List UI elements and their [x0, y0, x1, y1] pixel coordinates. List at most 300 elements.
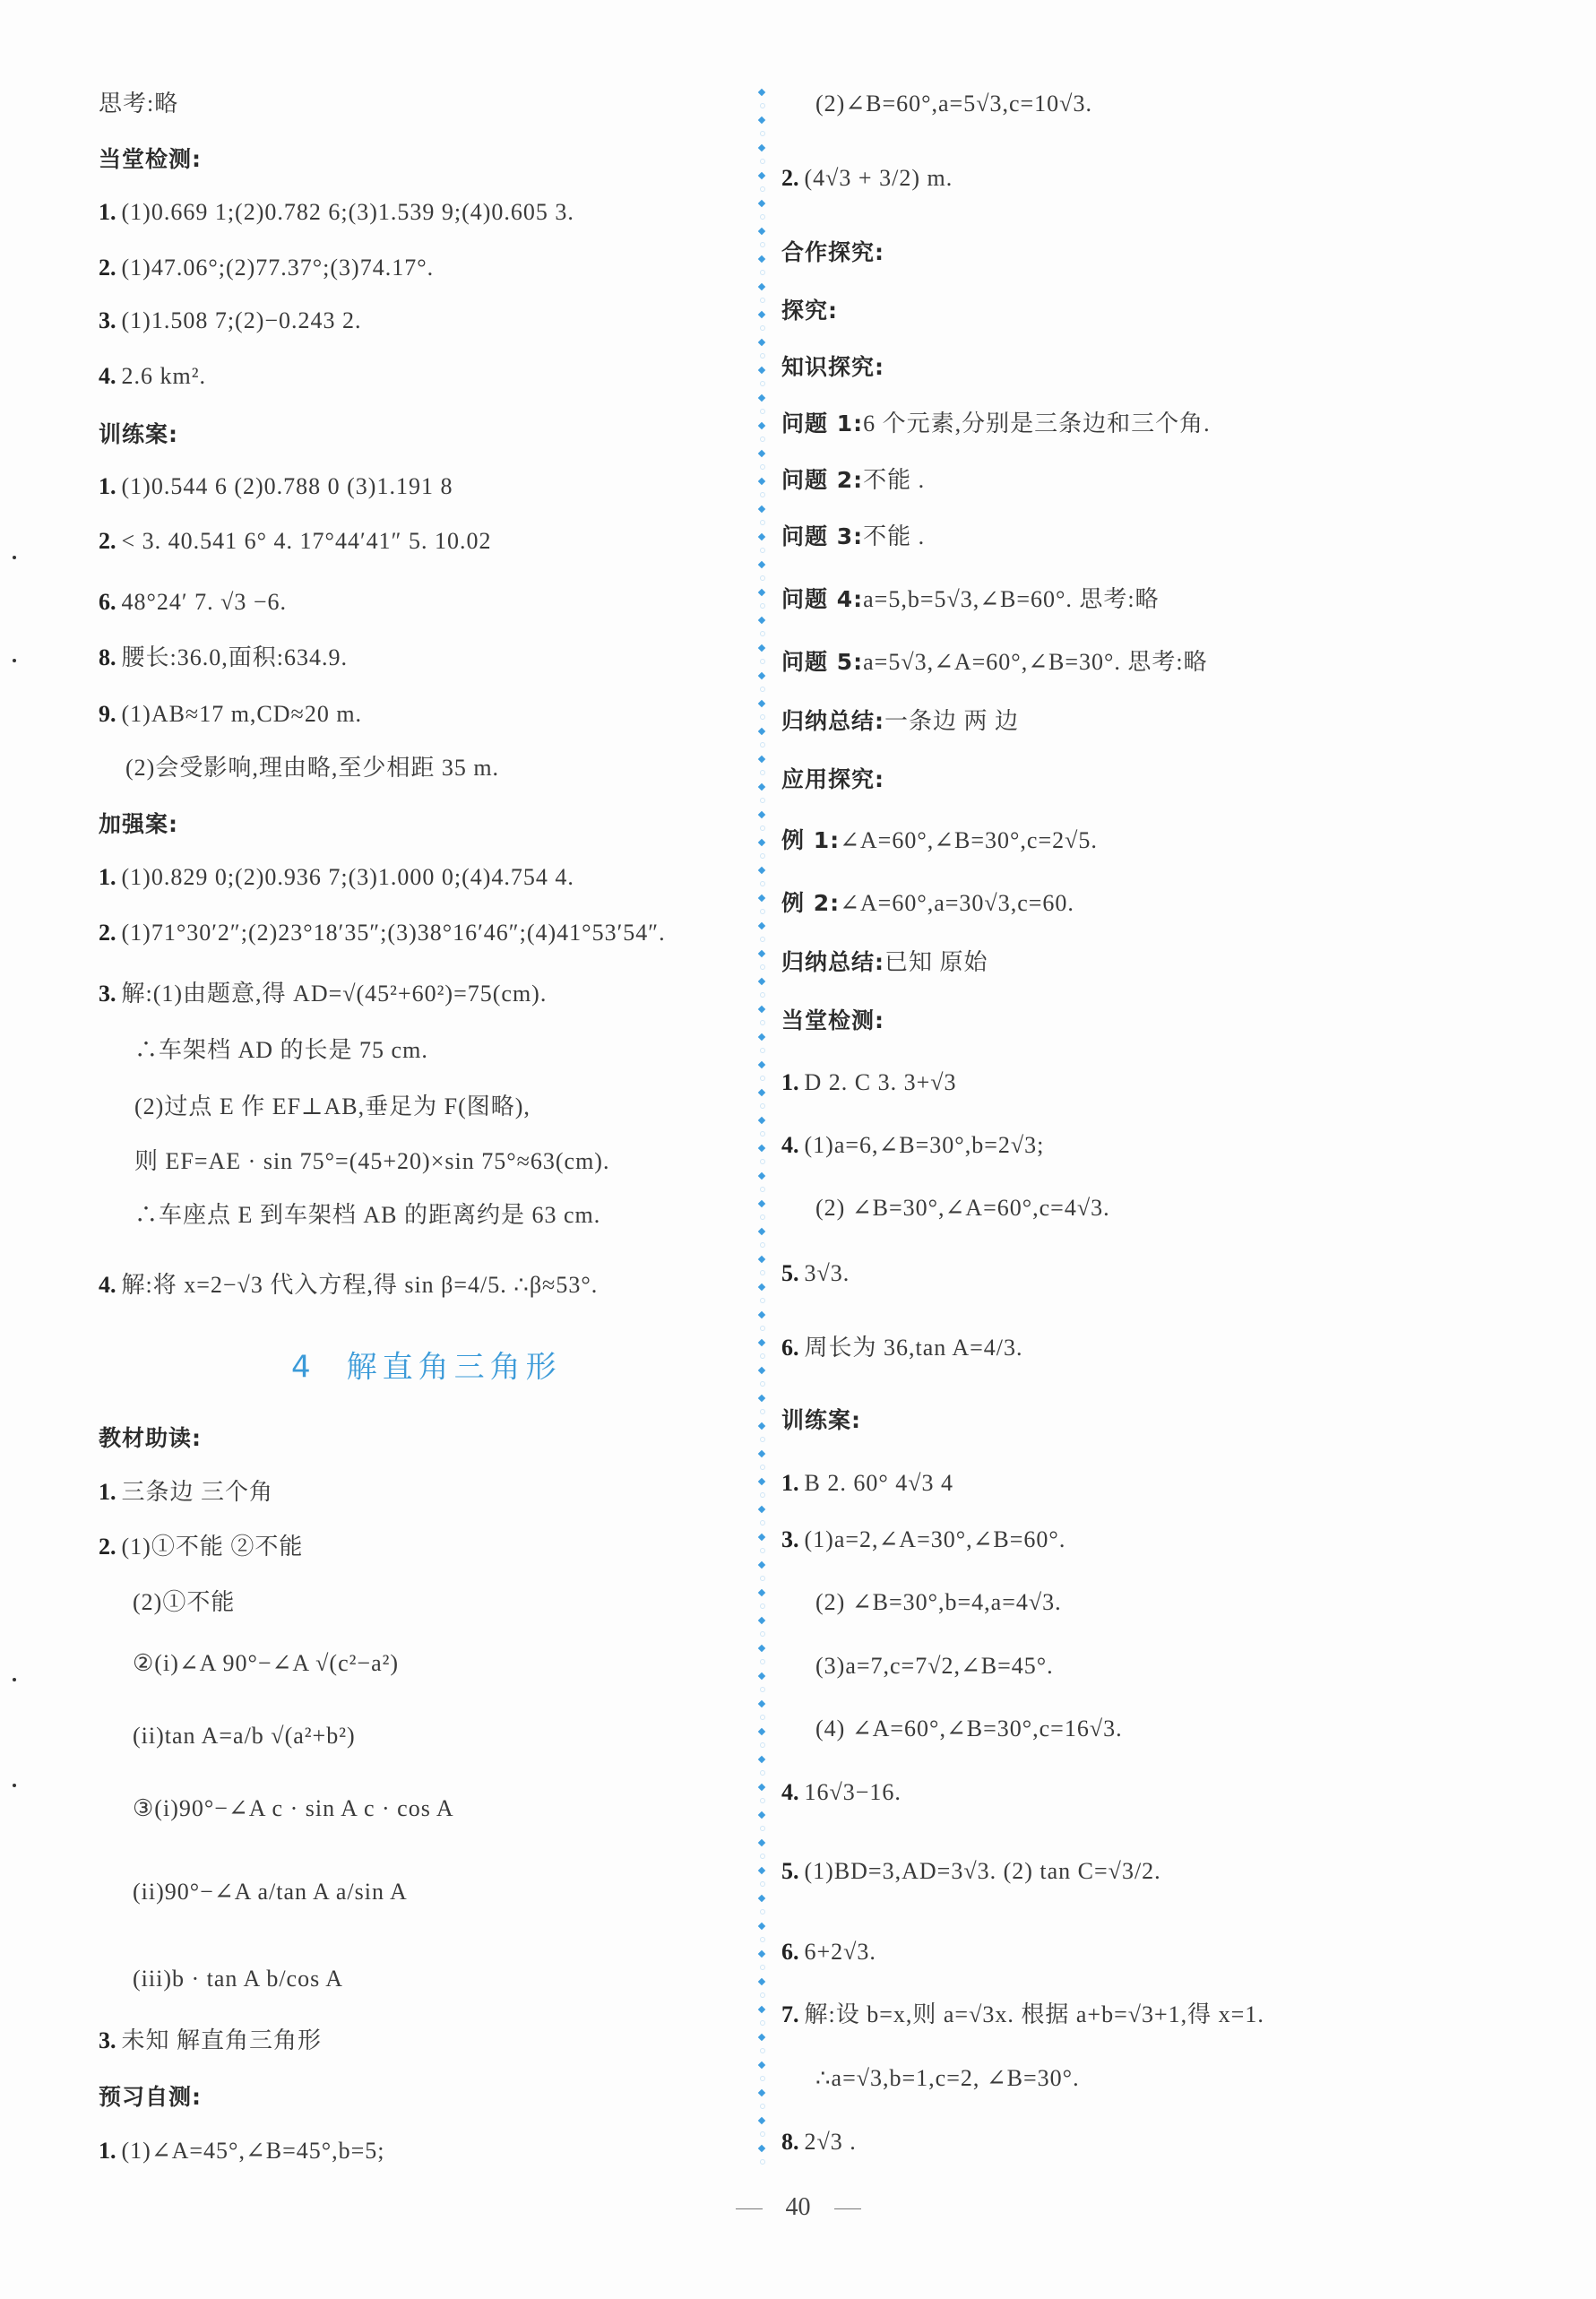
- answer-text: (3)a=7,c=7√2,∠B=45°.: [815, 1653, 1054, 1679]
- diamond-dot-icon: [758, 89, 765, 96]
- section-heading: [99, 144, 202, 175]
- heading-text: 当堂检测:: [781, 1007, 884, 1033]
- ring-dot-icon: [760, 1520, 765, 1525]
- answer-text: (1)AB≈17 m,CD≈20 m.: [121, 701, 363, 727]
- diamond-dot-icon: [758, 1367, 765, 1374]
- page-number-text: 40: [785, 2193, 811, 2221]
- diamond-dot-icon: [758, 2117, 765, 2124]
- ring-dot-icon: [760, 798, 765, 803]
- answer-line: [99, 2026, 322, 2056]
- diamond-dot-icon: [758, 2061, 765, 2069]
- diamond-dot-icon: [758, 561, 765, 568]
- answer-text: (1)∠A=45°,∠B=45°,b=5;: [121, 2138, 385, 2164]
- answer-line: [134, 1035, 428, 1066]
- item-number: 2.: [99, 1534, 116, 1560]
- ring-dot-icon: [760, 2048, 765, 2053]
- answer-text: (1)71°30′2″;(2)23°18′35″;(3)38°16′46″;(4)41°53′54″.: [121, 920, 666, 946]
- section-title: [291, 1343, 562, 1387]
- diamond-dot-icon: [758, 1228, 765, 1235]
- answer-text: D 2. C 3. 3+√3: [804, 1069, 957, 1095]
- answer-line: [781, 465, 925, 496]
- ring-dot-icon: [760, 131, 765, 136]
- ring-dot-icon: [760, 298, 765, 303]
- diamond-dot-icon: [758, 394, 765, 402]
- item-number: 1.: [99, 473, 116, 499]
- scan-speck: [13, 1678, 16, 1681]
- ring-dot-icon: [760, 603, 765, 609]
- ring-dot-icon: [760, 159, 765, 164]
- scan-speck: [13, 556, 16, 559]
- ring-dot-icon: [760, 1076, 765, 1081]
- answer-line: [99, 587, 287, 618]
- answer-line: [133, 1721, 356, 1751]
- ring-dot-icon: [760, 742, 765, 748]
- ring-dot-icon: [760, 1909, 765, 1914]
- answer-line: [781, 1333, 1023, 1363]
- answer-text: ∴车架档 AD 的长是 75 cm.: [134, 1037, 428, 1063]
- answer-line: [99, 197, 574, 228]
- answer-line: [781, 706, 1019, 737]
- diamond-dot-icon: [758, 950, 765, 957]
- answer-line: [781, 2000, 1264, 2030]
- heading-text: 预习自测:: [99, 2084, 202, 2110]
- ring-dot-icon: [760, 1715, 765, 1720]
- answer-text: 周长为 36,tan A=4/3.: [804, 1335, 1023, 1361]
- ring-dot-icon: [760, 1103, 765, 1109]
- item-number: 3.: [99, 981, 116, 1007]
- item-label: 问题 3:: [781, 523, 864, 549]
- diamond-dot-icon: [758, 450, 765, 457]
- dash-decoration: [834, 2208, 861, 2209]
- answer-line: [99, 1270, 598, 1301]
- ring-dot-icon: [760, 1242, 765, 1248]
- answer-line: [134, 1200, 600, 1231]
- diamond-dot-icon: [758, 1145, 765, 1152]
- ring-dot-icon: [760, 1187, 765, 1192]
- section-heading: [781, 1405, 861, 1436]
- diamond-dot-icon: [758, 895, 765, 902]
- section-heading: [99, 809, 178, 840]
- answer-line: [99, 89, 178, 119]
- answer-line: [781, 2127, 857, 2157]
- answer-line: [781, 1525, 1065, 1555]
- diamond-dot-icon: [758, 1450, 765, 1457]
- answer-text: 腰长:36.0,面积:634.9.: [121, 644, 348, 670]
- answer-text: 思考:略: [99, 91, 179, 117]
- ring-dot-icon: [760, 325, 765, 331]
- ring-dot-icon: [760, 1020, 765, 1025]
- item-number: 4.: [781, 1779, 799, 1805]
- diamond-dot-icon: [758, 839, 765, 846]
- answer-text: (1)BD=3,AD=3√3. (2) tan C=√3/2.: [804, 1858, 1161, 1884]
- item-label: 例 1:: [781, 827, 841, 853]
- answer-text: 6 个元素,分别是三条边和三个角.: [863, 411, 1211, 436]
- section-heading: [781, 1006, 884, 1036]
- section-heading: [99, 1423, 202, 1454]
- answer-line: [781, 522, 925, 552]
- answer-text: 解:设 b=x,则 a=√3x. 根据 a+b=√3+1,得 x=1.: [804, 2001, 1264, 2027]
- item-number: 6.: [781, 1335, 799, 1361]
- answer-line: [781, 1258, 850, 1289]
- ring-dot-icon: [760, 1992, 765, 1998]
- answer-line: [99, 643, 348, 673]
- answer-line: [99, 361, 206, 392]
- answer-text: (2)①不能: [133, 1589, 236, 1615]
- answer-line: [781, 409, 1211, 439]
- answer-line: [134, 1146, 609, 1177]
- item-number: 6.: [99, 589, 116, 615]
- item-number: 1.: [781, 1470, 799, 1496]
- answer-text: ∠A=60°,a=30√3,c=60.: [840, 890, 1074, 916]
- diamond-dot-icon: [758, 1172, 765, 1180]
- ring-dot-icon: [760, 2020, 765, 2026]
- column-divider: [756, 90, 767, 2169]
- ring-dot-icon: [760, 103, 765, 108]
- ring-dot-icon: [760, 909, 765, 914]
- ring-dot-icon: [760, 1742, 765, 1748]
- item-label: 归纳总结:: [781, 949, 884, 975]
- answer-text: (2)会受影响,理由略,至少相距 35 m.: [125, 755, 500, 781]
- ring-dot-icon: [760, 853, 765, 859]
- heading-text: 知识探究:: [781, 354, 884, 380]
- diamond-dot-icon: [758, 228, 765, 235]
- answer-text: 解:将 x=2−√3 代入方程,得 sin β=4/5. ∴β≈53°.: [121, 1272, 599, 1298]
- answer-text: ∴车座点 E 到车架档 AB 的距离约是 63 cm.: [134, 1202, 601, 1228]
- answer-line: [815, 1651, 1054, 1681]
- answer-text: B 2. 60° 4√3 4: [804, 1470, 954, 1496]
- answer-line: [815, 1587, 1062, 1618]
- section-heading: [781, 238, 884, 268]
- section-heading: [781, 296, 838, 326]
- item-number: 5.: [781, 1858, 799, 1884]
- ring-dot-icon: [760, 1326, 765, 1331]
- ring-dot-icon: [760, 242, 765, 247]
- item-number: 3.: [781, 1526, 799, 1552]
- answer-text: 2√3 .: [804, 2129, 857, 2155]
- diamond-dot-icon: [758, 1895, 765, 1902]
- answer-text: < 3. 40.541 6° 4. 17°44′41″ 5. 10.02: [121, 528, 492, 554]
- answer-line: [99, 2136, 385, 2166]
- diamond-dot-icon: [758, 2089, 765, 2096]
- answer-line: [99, 862, 574, 893]
- answer-text: (1)0.829 0;(2)0.936 7;(3)1.000 0;(4)4.754 4.: [121, 864, 574, 890]
- ring-dot-icon: [760, 2159, 765, 2165]
- item-number: 8.: [781, 2129, 799, 2155]
- answer-text: 已知 原始: [884, 949, 988, 975]
- diamond-dot-icon: [758, 1311, 765, 1318]
- diamond-dot-icon: [758, 117, 765, 124]
- ring-dot-icon: [760, 1214, 765, 1220]
- ring-dot-icon: [760, 2104, 765, 2109]
- ring-dot-icon: [760, 1298, 765, 1303]
- answer-text: a=5√3,∠A=60°,∠B=30°. 思考:略: [863, 649, 1208, 675]
- diamond-dot-icon: [758, 478, 765, 485]
- diamond-dot-icon: [758, 783, 765, 791]
- ring-dot-icon: [760, 1131, 765, 1137]
- ring-dot-icon: [760, 1603, 765, 1609]
- item-label: 问题 5:: [781, 649, 864, 675]
- answer-text: (1)a=6,∠B=30°,b=2√3;: [804, 1132, 1045, 1158]
- diamond-dot-icon: [758, 1395, 765, 1402]
- diamond-dot-icon: [758, 1200, 765, 1207]
- heading-text: 当堂检测:: [99, 146, 202, 172]
- diamond-dot-icon: [758, 1700, 765, 1707]
- answer-text: ③(i)90°−∠A c · sin A c · cos A: [133, 1795, 454, 1821]
- ring-dot-icon: [760, 714, 765, 720]
- section-heading: [781, 765, 884, 795]
- ring-dot-icon: [760, 1492, 765, 1498]
- section-heading: [781, 352, 884, 383]
- item-number: 8.: [99, 644, 116, 670]
- diamond-dot-icon: [758, 978, 765, 985]
- diamond-dot-icon: [758, 922, 765, 929]
- ring-dot-icon: [760, 520, 765, 525]
- ring-dot-icon: [760, 381, 765, 386]
- diamond-dot-icon: [758, 1006, 765, 1013]
- item-number: 2.: [99, 255, 116, 281]
- diamond-dot-icon: [758, 811, 765, 818]
- answer-text: 不能 .: [863, 467, 926, 493]
- diamond-dot-icon: [758, 617, 765, 624]
- ring-dot-icon: [760, 992, 765, 998]
- dash-decoration: [736, 2208, 763, 2209]
- ring-dot-icon: [760, 687, 765, 692]
- answer-line: [99, 526, 491, 557]
- diamond-dot-icon: [758, 1033, 765, 1041]
- item-number: 1.: [99, 199, 116, 225]
- ring-dot-icon: [760, 214, 765, 220]
- answer-line: [815, 1193, 1110, 1223]
- answer-text: 未知 解直角三角形: [121, 2027, 323, 2053]
- diamond-dot-icon: [758, 533, 765, 540]
- answer-text: (1)47.06°;(2)77.37°;(3)74.17°.: [121, 255, 435, 281]
- answer-text: (ii)90°−∠A a/tan A a/sin A: [133, 1879, 408, 1905]
- diamond-dot-icon: [758, 1923, 765, 1930]
- diamond-dot-icon: [758, 1089, 765, 1096]
- answer-line: [781, 1468, 953, 1499]
- answer-line: [133, 1793, 454, 1824]
- ring-dot-icon: [760, 1965, 765, 1970]
- ring-dot-icon: [760, 464, 765, 470]
- item-number: 1.: [99, 1479, 116, 1505]
- section-heading: [99, 419, 178, 450]
- answer-text: (iii)b · tan A b/cos A: [133, 1966, 344, 1992]
- diamond-dot-icon: [758, 1589, 765, 1596]
- diamond-dot-icon: [758, 2145, 765, 2152]
- ring-dot-icon: [760, 1881, 765, 1887]
- answer-text: 2.6 km².: [121, 363, 207, 389]
- ring-dot-icon: [760, 575, 765, 581]
- answer-line: [134, 1092, 531, 1122]
- answer-text: 一条边 两 边: [884, 708, 1020, 734]
- answer-text: 三条边 三个角: [121, 1479, 274, 1505]
- ring-dot-icon: [760, 964, 765, 970]
- ring-dot-icon: [760, 659, 765, 664]
- item-number: 1.: [99, 864, 116, 890]
- answer-line: [99, 306, 362, 336]
- ring-dot-icon: [760, 492, 765, 497]
- diamond-dot-icon: [758, 1283, 765, 1291]
- diamond-dot-icon: [758, 672, 765, 679]
- ring-dot-icon: [760, 2131, 765, 2137]
- ring-dot-icon: [760, 1659, 765, 1664]
- diamond-dot-icon: [758, 589, 765, 596]
- diamond-dot-icon: [758, 1756, 765, 1763]
- answer-line: [125, 753, 499, 783]
- answer-line: [99, 471, 453, 502]
- item-number: 6.: [781, 1939, 799, 1965]
- answer-line: [815, 2063, 1080, 2094]
- answer-line: [815, 89, 1092, 119]
- item-label: 问题 2:: [781, 467, 864, 493]
- diamond-dot-icon: [758, 1617, 765, 1624]
- answer-line: [781, 1130, 1044, 1161]
- ring-dot-icon: [760, 937, 765, 942]
- diamond-dot-icon: [758, 1339, 765, 1346]
- answer-line: [133, 1587, 235, 1618]
- diamond-dot-icon: [758, 756, 765, 763]
- answer-text: (1)0.544 6 (2)0.788 0 (3)1.191 8: [121, 473, 453, 499]
- ring-dot-icon: [760, 2076, 765, 2081]
- diamond-dot-icon: [758, 1811, 765, 1819]
- section-title-text: 解直角三角形: [346, 1349, 562, 1386]
- diamond-dot-icon: [758, 1422, 765, 1430]
- diamond-dot-icon: [758, 1534, 765, 1541]
- item-number: 4.: [781, 1132, 799, 1158]
- item-number: 3.: [99, 2027, 116, 2053]
- ring-dot-icon: [760, 1576, 765, 1581]
- item-number: 4.: [99, 1272, 116, 1298]
- answer-text: (1)1.508 7;(2)−0.243 2.: [121, 307, 362, 333]
- diamond-dot-icon: [758, 728, 765, 735]
- answer-line: [781, 947, 988, 978]
- diamond-dot-icon: [758, 339, 765, 346]
- item-number: 9.: [99, 701, 116, 727]
- diamond-dot-icon: [758, 283, 765, 290]
- ring-dot-icon: [760, 881, 765, 886]
- answer-line: [781, 647, 1208, 678]
- ring-dot-icon: [760, 631, 765, 636]
- ring-dot-icon: [760, 770, 765, 775]
- answer-text: 6+2√3.: [804, 1939, 876, 1965]
- diamond-dot-icon: [758, 367, 765, 374]
- ring-dot-icon: [760, 1770, 765, 1776]
- diamond-dot-icon: [758, 1561, 765, 1569]
- heading-text: 训练案:: [99, 421, 178, 447]
- diamond-dot-icon: [758, 200, 765, 207]
- item-label: 问题 4:: [781, 586, 864, 612]
- answer-line: [133, 1648, 399, 1679]
- diamond-dot-icon: [758, 1117, 765, 1124]
- answer-line: [99, 1477, 273, 1508]
- item-number: 1.: [99, 2138, 116, 2164]
- answer-text: (2) ∠B=30°,b=4,a=4√3.: [815, 1589, 1062, 1615]
- diamond-dot-icon: [758, 1061, 765, 1068]
- diamond-dot-icon: [758, 1784, 765, 1791]
- ring-dot-icon: [760, 186, 765, 192]
- answer-text: (1)0.669 1;(2)0.782 6;(3)1.539 9;(4)0.605 3.: [121, 199, 574, 225]
- diamond-dot-icon: [758, 255, 765, 263]
- diamond-dot-icon: [758, 644, 765, 652]
- diamond-dot-icon: [758, 311, 765, 318]
- ring-dot-icon: [760, 1381, 765, 1387]
- ring-dot-icon: [760, 548, 765, 553]
- ring-dot-icon: [760, 1465, 765, 1470]
- section-number: 4: [291, 1349, 316, 1386]
- scan-speck: [13, 659, 16, 662]
- item-number: 4.: [99, 363, 116, 389]
- heading-text: 合作探究:: [781, 239, 884, 265]
- answer-text: ②(i)∠A 90°−∠A √(c²−a²): [133, 1650, 400, 1676]
- ring-dot-icon: [760, 1159, 765, 1164]
- heading-text: 探究:: [781, 298, 838, 324]
- answer-line: [781, 888, 1074, 919]
- ring-dot-icon: [760, 1548, 765, 1553]
- ring-dot-icon: [760, 1270, 765, 1275]
- item-number: 2.: [99, 528, 116, 554]
- heading-text: 训练案:: [781, 1407, 861, 1433]
- diamond-dot-icon: [758, 1506, 765, 1513]
- answer-line: [99, 253, 434, 283]
- answer-line: [781, 163, 953, 194]
- diamond-dot-icon: [758, 1256, 765, 1263]
- item-number: 3.: [99, 307, 116, 333]
- item-number: 7.: [781, 2001, 799, 2027]
- answer-text: 16√3−16.: [804, 1779, 902, 1805]
- ring-dot-icon: [760, 270, 765, 275]
- ring-dot-icon: [760, 409, 765, 414]
- diamond-dot-icon: [758, 1950, 765, 1958]
- diamond-dot-icon: [758, 422, 765, 429]
- answer-text: 不能 .: [863, 523, 926, 549]
- answer-text: a=5,b=5√3,∠B=60°. 思考:略: [863, 586, 1160, 612]
- ring-dot-icon: [760, 436, 765, 442]
- answer-line: [781, 584, 1160, 615]
- heading-text: 教材助读:: [99, 1425, 202, 1451]
- answer-line: [781, 1937, 876, 1967]
- answer-line: [815, 1714, 1123, 1744]
- diamond-dot-icon: [758, 1728, 765, 1735]
- heading-text: 应用探究:: [781, 766, 884, 792]
- diamond-dot-icon: [758, 1867, 765, 1874]
- page-number: [0, 2193, 1596, 2222]
- diamond-dot-icon: [758, 2006, 765, 2013]
- item-number: 2.: [781, 165, 799, 191]
- ring-dot-icon: [760, 1687, 765, 1692]
- section-heading: [99, 2082, 202, 2113]
- answer-text: (2)∠B=60°,a=5√3,c=10√3.: [815, 91, 1092, 117]
- diamond-dot-icon: [758, 2034, 765, 2041]
- answer-text: (1)a=2,∠A=30°,∠B=60°.: [804, 1526, 1066, 1552]
- answer-line: [781, 1856, 1161, 1887]
- answer-line: [781, 1067, 957, 1098]
- item-label: 例 2:: [781, 890, 841, 916]
- ring-dot-icon: [760, 1437, 765, 1442]
- diamond-dot-icon: [758, 1839, 765, 1846]
- answer-line: [99, 918, 666, 948]
- diamond-dot-icon: [758, 1478, 765, 1485]
- diamond-dot-icon: [758, 144, 765, 151]
- ring-dot-icon: [760, 1826, 765, 1831]
- diamond-dot-icon: [758, 1672, 765, 1680]
- item-number: 1.: [781, 1069, 799, 1095]
- ring-dot-icon: [760, 825, 765, 831]
- ring-dot-icon: [760, 1854, 765, 1859]
- diamond-dot-icon: [758, 867, 765, 874]
- answer-text: 则 EF=AE · sin 75°=(45+20)×sin 75°≈63(cm).: [134, 1148, 610, 1174]
- item-number: 2.: [99, 920, 116, 946]
- scan-speck: [13, 1784, 16, 1787]
